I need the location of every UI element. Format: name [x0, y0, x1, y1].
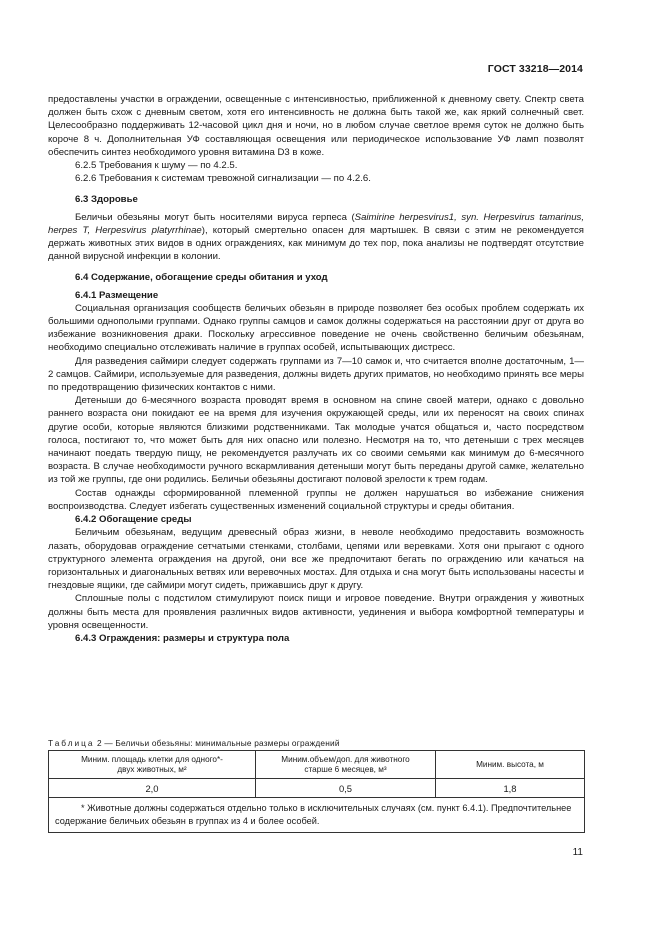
table-footnote-row [49, 798, 585, 833]
paragraph-infants: Детеныши до 6-месячного возраста проводят время в основном на спине своей матери, однако с довольно раннего возраста они покидают ее на время для изучения окружающей среды, или их переносят на своих спинах другие особи, которые являются близкими родственниками. Так молодые учатся общаться и, часто посредством голоса, постигают то, что может быть для них опасно или полезно. Несмотря на то, что детеныши с трех месяцев начинают поедать твердую пищу, не рекомендуется разлучать их со своими семьями как минимум до 6-месячного возраста. В случае необходимости ручного вскармливания детеныши могут быть переданы другой самке, желательно из той же группы, где они родились. Беличьи обезьяны достигают половой зрелости к трем годам. [48, 395, 584, 486]
header-min-height: Миним. высота, м [436, 751, 585, 779]
herpes-species-names: Saimirine herpesvirus1, syn. Herpesvirus tamarinus, herpes T, Herpesvirus platyrrhinae [48, 211, 585, 236]
cell-min-height: 1,8 [436, 779, 585, 798]
herpes-text-start: Беличьи обезьяны могут быть носителями вируса герпеса ( [75, 211, 355, 223]
paragraph-floors: Сплошные полы с подстилом стимулируют поиск пищи и игровое поведение. Внутри ограждения у животных должны быть места для проявления различных видов активности, уединения и выбора комфортной температуры и уровня освещенности. [48, 593, 584, 631]
enclosure-size-table [48, 750, 585, 833]
cell-min-area: 2,0 [49, 779, 256, 798]
section-heading-6-4: 6.4 Содержание, обогащение среды обитания и уход [75, 272, 328, 284]
paragraph-social-organization: Социальная организация сообществ беличьих обезьян в природе позволяет без особых проблем содержать их большими однополыми группами. Однако группы самцов и самок должны содержаться на расстоянии друг от друга во избежание возникновения драки. Поскольку агрессивное поведение не очень свойственно беличьим обезьянам, необходимо специально отслеживать наличие в группах особей, испытывающих дистресс. [48, 302, 584, 354]
table-footnote: * Животные должны содержаться отдельно только в исключительных случаях (см. пункт 6.4.1). Предпочтительнее содержание беличьих обезьян в группах из 4 и более особей. [49, 798, 585, 833]
paragraph-6-2-5: 6.2.5 Требования к шуму — по 4.2.5. [75, 160, 238, 172]
paragraph-6-2-6: 6.2.6 Требования к системам тревожной сигнализации — по 4.2.6. [75, 173, 371, 185]
section-heading-6-4-1: 6.4.1 Размещение [75, 289, 159, 301]
document-body [48, 93, 584, 645]
table-header-row [49, 751, 585, 779]
section-heading-6-4-2: 6.4.2 Обогащение среды [75, 514, 192, 526]
table-row [49, 779, 585, 798]
cell-min-volume: 0,5 [256, 779, 436, 798]
header-min-volume-line2: старше 6 месяцев, м³ [304, 764, 387, 774]
table-caption-label: Таблица [48, 738, 95, 748]
page-number: 11 [572, 847, 583, 858]
paragraph-lighting: предоставлены участки в ограждении, освещенные с интенсивностью, приближенной к дневному свету. Спектр света должен быть схож с дневным светом, хотя его интенсивность не должна быть такой же, как яркий солнечный свет. Целесообразно поддерживать 12-часовой цикл дня и ночи, но в любом случае светлое время суток не должно быть короче 8 ч. Дополнительная УФ составляющая освещения или периодическое использование УФ ламп позволят обеспечить синтез необходимого уровня витамина D3 в коже. [48, 94, 584, 158]
document-standard-id: ГОСТ 33218—2014 [487, 63, 583, 75]
header-min-area-line1: Миним. площадь клетки для одного*- [81, 754, 223, 764]
paragraph-breeding: Для разведения саймири следует содержать группами из 7—10 самок и, что считается вполне достаточным, 1—2 самцов. Саймири, используемые для разведения, должны видеть других приматов, но необходимо принять все меры по предотвращению физических контактов с ними. [48, 355, 584, 394]
header-min-volume-line1: Миним.объем/доп. для животного [281, 754, 410, 764]
header-min-volume [256, 751, 436, 779]
table-caption-text: 2 — Беличьи обезьяны: минимальные размеры ограждений [97, 738, 340, 748]
paragraph-herpes [48, 211, 584, 264]
herpes-text-end: ), который смертельно опасен для мартышек. В связи с этим не рекомендуется держать животных этих видов в одних ограждениях, как минимум до тех пор, пока анализы не подтвердят отсутствие данной вирусной инфекции в колонии. [48, 224, 584, 263]
section-heading-6-4-3: 6.4.3 Ограждения: размеры и структура пола [75, 632, 290, 644]
table-caption [48, 738, 340, 748]
paragraph-group-stability: Состав однажды сформированной племенной группы не должен нарушаться во избежание снижения воспроизводства. Следует избегать существенных изменений социальной структуры и среды обитания. [48, 487, 584, 512]
header-min-area [49, 751, 256, 779]
header-min-area-line2: двух животных, м² [117, 764, 187, 774]
paragraph-enrichment: Беличьим обезьянам, ведущим древесный образ жизни, в неволе необходимо предоставить возможность лазать, оборудовав ограждение сетчатыми стенками, столбами, цепями или веревками. Хотя они прыгают с одного структурного элемента ограждения на другой, они все же предпочитают бегать по ограждению или качаться на горизонтальных и диагональных ветвях или веревочных мостах. Для отдыха и сна могут быть использованы насесты и гнездовые ящики, где саймири могут сидеть, прижавшись друг к другу. [48, 527, 584, 592]
section-heading-6-3: 6.3 Здоровье [75, 194, 138, 206]
